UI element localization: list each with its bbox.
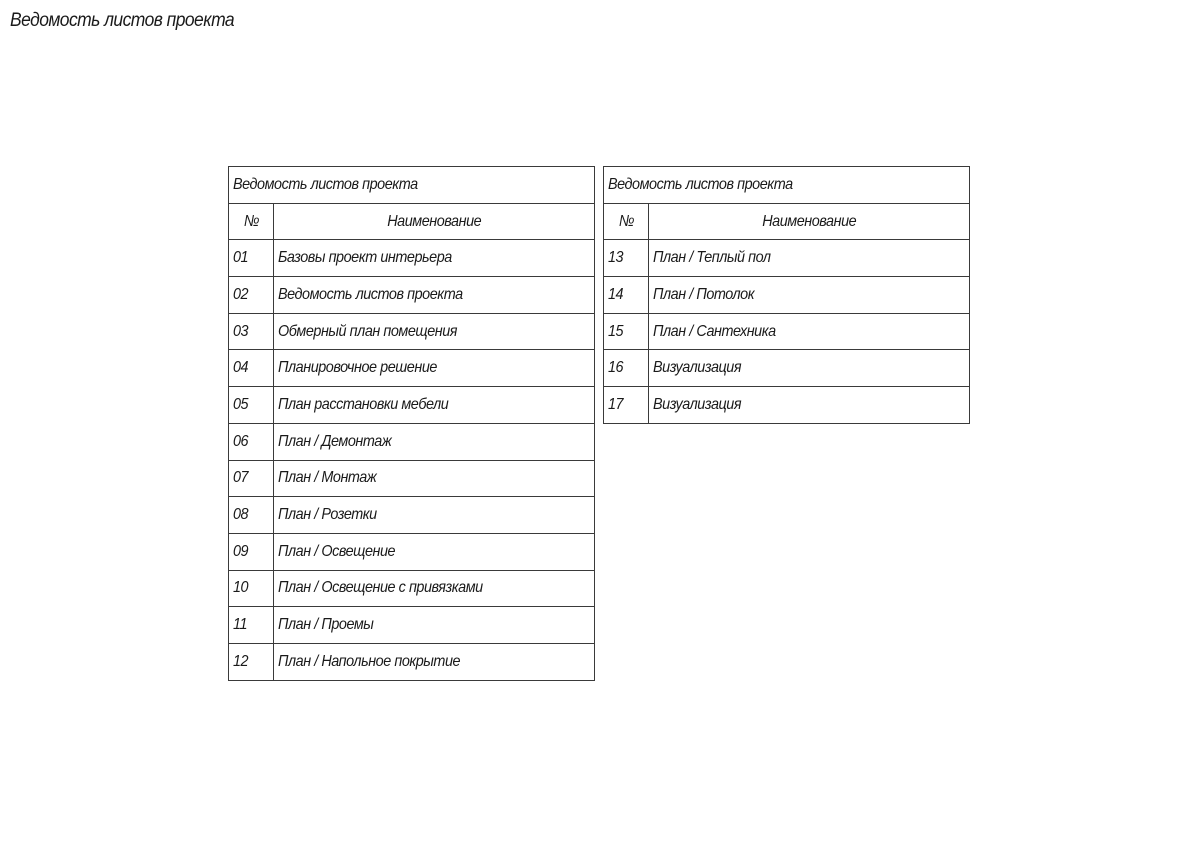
sheet-number-cell: 04 [229, 350, 274, 387]
sheet-name-cell: План / Проемы [274, 607, 595, 644]
table-row [604, 350, 970, 387]
table-header-row [604, 203, 970, 240]
sheet-number-cell: 15 [604, 313, 649, 350]
sheet-name-cell: План / Освещение [274, 533, 595, 570]
table-header-row [229, 203, 595, 240]
sheet-name-cell: План / Потолок [649, 277, 970, 314]
sheet-number-cell: 06 [229, 423, 274, 460]
sheet-name-cell: План / Монтаж [274, 460, 595, 497]
sheet-number-cell: 03 [229, 313, 274, 350]
sheet-number-cell: 05 [229, 387, 274, 424]
sheet-name-cell: План / Теплый пол [649, 240, 970, 277]
page-title: Ведомость листов проекта [10, 10, 235, 31]
sheet-number-cell: 02 [229, 277, 274, 314]
table-row [229, 607, 595, 644]
column-header-name: Наименование [649, 203, 970, 240]
sheet-number-cell: 08 [229, 497, 274, 534]
table-row [229, 423, 595, 460]
table-row [229, 313, 595, 350]
table-row [229, 277, 595, 314]
sheet-number-cell: 16 [604, 350, 649, 387]
column-header-number: № [604, 203, 649, 240]
table-row [229, 533, 595, 570]
sheet-name-cell: Визуализация [649, 350, 970, 387]
sheet-name-cell: План / Демонтаж [274, 423, 595, 460]
sheet-list-table [603, 166, 970, 424]
column-header-name: Наименование [274, 203, 595, 240]
table-row [229, 350, 595, 387]
table-caption-row [604, 167, 970, 204]
sheet-number-cell: 01 [229, 240, 274, 277]
table-caption: Ведомость листов проекта [229, 167, 595, 204]
sheet-number-cell: 09 [229, 533, 274, 570]
table-row [229, 497, 595, 534]
sheet-name-cell: План расстановки мебели [274, 387, 595, 424]
table-row [604, 240, 970, 277]
sheet-name-cell: Базовы проект интерьера [274, 240, 595, 277]
table-row [229, 387, 595, 424]
sheet-name-cell: Планировочное решение [274, 350, 595, 387]
sheet-number-cell: 14 [604, 277, 649, 314]
sheet-name-cell: План / Напольное покрытие [274, 643, 595, 680]
table-caption-row [229, 167, 595, 204]
sheet-name-cell: План / Освещение с привязками [274, 570, 595, 607]
sheet-number-cell: 17 [604, 387, 649, 424]
table-row [229, 570, 595, 607]
table-row [229, 460, 595, 497]
sheet-number-cell: 07 [229, 460, 274, 497]
table-row [604, 387, 970, 424]
sheet-number-cell: 13 [604, 240, 649, 277]
table-row [229, 643, 595, 680]
table-row [229, 240, 595, 277]
sheet-list-table [228, 166, 595, 681]
column-header-number: № [229, 203, 274, 240]
sheet-number-cell: 12 [229, 643, 274, 680]
sheet-name-cell: Обмерный план помещения [274, 313, 595, 350]
sheet-name-cell: План / Сантехника [649, 313, 970, 350]
table-row [604, 277, 970, 314]
sheet-number-cell: 11 [229, 607, 274, 644]
sheet-name-cell: Ведомость листов проекта [274, 277, 595, 314]
sheet-number-cell: 10 [229, 570, 274, 607]
table-caption: Ведомость листов проекта [604, 167, 970, 204]
sheet-name-cell: План / Розетки [274, 497, 595, 534]
sheet-name-cell: Визуализация [649, 387, 970, 424]
table-row [604, 313, 970, 350]
